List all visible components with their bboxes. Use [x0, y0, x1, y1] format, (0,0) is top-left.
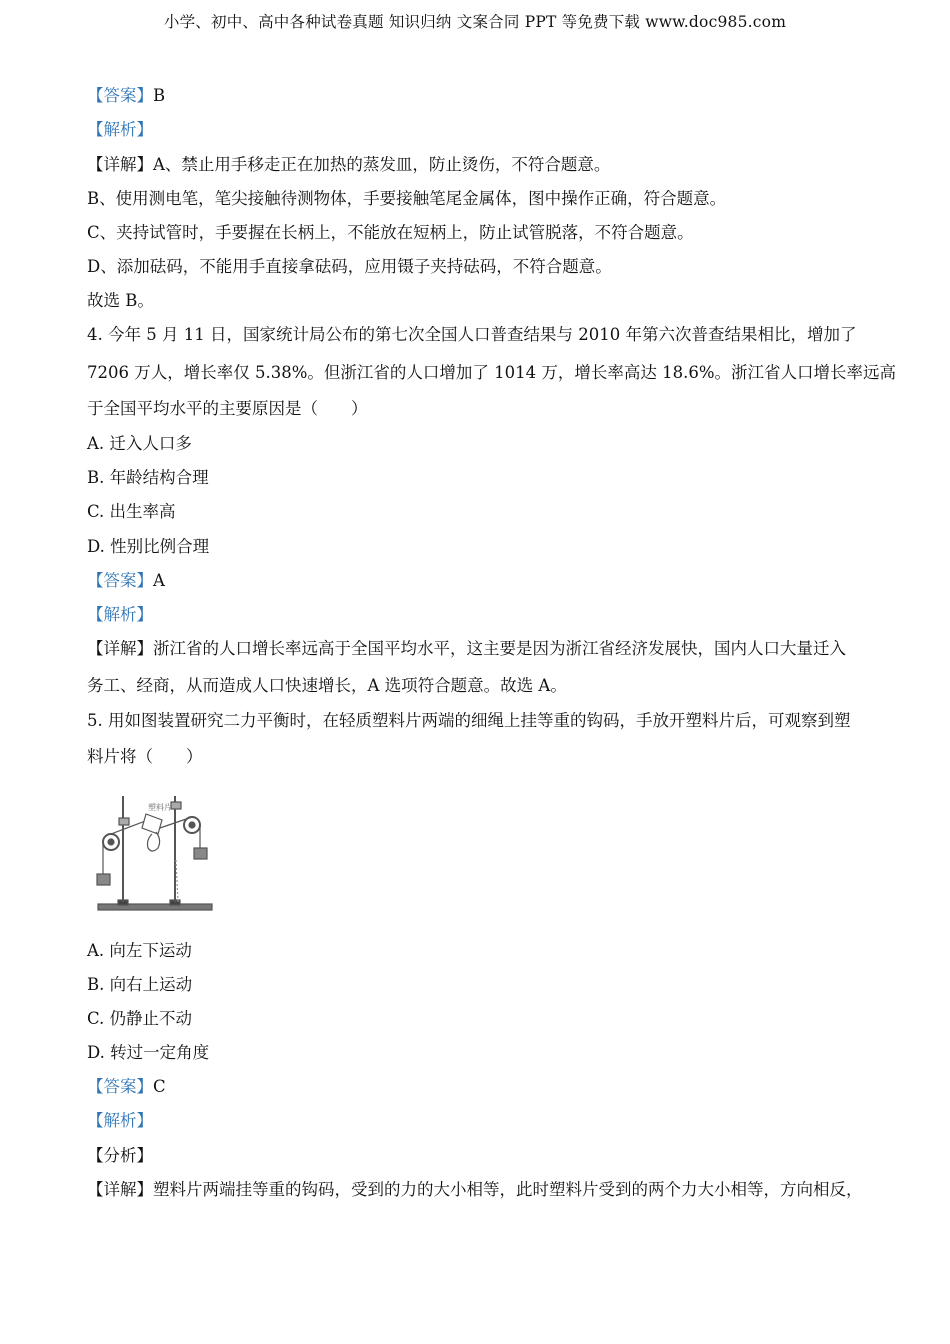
q5-answer-line [87, 1076, 166, 1098]
q4-option-c: C. 出生率高 [87, 502, 176, 521]
q5-option-d: D. 转过一定角度 [87, 1043, 210, 1062]
apparatus-base [98, 904, 212, 910]
answer-value: C [153, 1077, 166, 1096]
pulley-left-hub [108, 839, 114, 845]
q5-fenxi-line [87, 1145, 153, 1167]
q5-stem-line-2: 料片将（ ） [87, 747, 203, 766]
q3-detail-line [87, 154, 610, 176]
detail-tag: 【详解】 [87, 155, 153, 174]
q4-analysis-line [87, 604, 153, 626]
two-force-balance-apparatus-figure [96, 790, 216, 918]
q4-stem-line-2: 7206 万人，增长率仅 5.38%。但浙江省的人口增加了 1014 万，增长率高达 18.6%。浙江省人口增长率远高 [87, 363, 897, 382]
detail-text: A、禁止用手移走正在加热的蒸发皿，防止烫伤，不符合题意。 [153, 155, 611, 174]
q5-stem-line-1: 5. 用如图装置研究二力平衡时，在轻质塑料片两端的细绳上挂等重的钩码，手放开塑料片后，可观察到塑 [87, 711, 851, 730]
answer-tag: 【答案】 [87, 1077, 153, 1096]
q4-stem-line-3: 于全国平均水平的主要原因是（ ） [87, 399, 368, 418]
analysis-tag: 【解析】 [87, 120, 153, 139]
q4-detail-line-1 [87, 638, 846, 660]
detail-text: 浙江省的人口增长率远高于全国平均水平，这主要是因为浙江省经济发展快，国内人口大量迁入 [153, 639, 846, 658]
q3-detail-line-c: C、夹持试管时，手要握在长柄上，不能放在短柄上，防止试管脱落，不符合题意。 [87, 223, 694, 242]
answer-tag: 【答案】 [87, 571, 153, 590]
analysis-tag: 【解析】 [87, 605, 153, 624]
q4-option-a: A. 迁入人口多 [87, 434, 192, 453]
q3-analysis-line [87, 119, 153, 141]
q3-detail-line-d: D、添加砝码，不能用手直接拿砝码，应用镊子夹持砝码，不符合题意。 [87, 257, 612, 276]
q4-option-d: D. 性别比例合理 [87, 537, 210, 556]
clamp-left [119, 818, 129, 825]
fenxi-tag: 【分析】 [87, 1146, 153, 1165]
pulley-right-hub [189, 822, 195, 828]
page-header: 小学、初中、高中各种试卷真题 知识归纳 文案合同 PPT 等免费下载 www.doc985.com [163, 13, 787, 31]
q4-stem-line-1: 4. 今年 5 月 11 日，国家统计局公布的第七次全国人口普查结果与 2010 年第六次普查结果相比，增加了 [87, 325, 857, 344]
detail-tag: 【详解】 [87, 1180, 153, 1199]
analysis-tag: 【解析】 [87, 1111, 153, 1130]
answer-value: A [153, 571, 165, 590]
q5-option-c: C. 仍静止不动 [87, 1009, 193, 1028]
q5-option-a: A. 向左下运动 [87, 941, 192, 960]
q4-answer-line [87, 570, 165, 592]
plastic-card-label: 塑料片 [148, 803, 172, 812]
q5-option-b: B. 向右上运动 [87, 975, 193, 994]
weight-right [194, 848, 207, 859]
q5-detail-line [87, 1179, 863, 1201]
q4-option-b: B. 年龄结构合理 [87, 468, 209, 487]
weight-left [97, 874, 110, 885]
q3-conclusion: 故选 B。 [87, 291, 154, 310]
answer-tag: 【答案】 [87, 86, 153, 105]
q3-detail-line-b: B、使用测电笔，笔尖接触待测物体，手要接触笔尾金属体，图中操作正确，符合题意。 [87, 189, 727, 208]
q4-detail-line-2: 务工、经商，从而造成人口快速增长，A 选项符合题意。故选 A。 [87, 676, 567, 695]
guide-line [176, 860, 178, 902]
q3-answer-line [87, 85, 165, 107]
detail-tag: 【详解】 [87, 639, 153, 658]
hand-sketch [148, 832, 160, 851]
plastic-card [142, 814, 162, 834]
clamp-right [171, 802, 181, 809]
detail-text: 塑料片两端挂等重的钩码，受到的力的大小相等，此时塑料片受到的两个力大小相等，方向相反， [153, 1180, 863, 1199]
answer-value: B [153, 86, 166, 105]
q5-analysis-line [87, 1110, 153, 1132]
